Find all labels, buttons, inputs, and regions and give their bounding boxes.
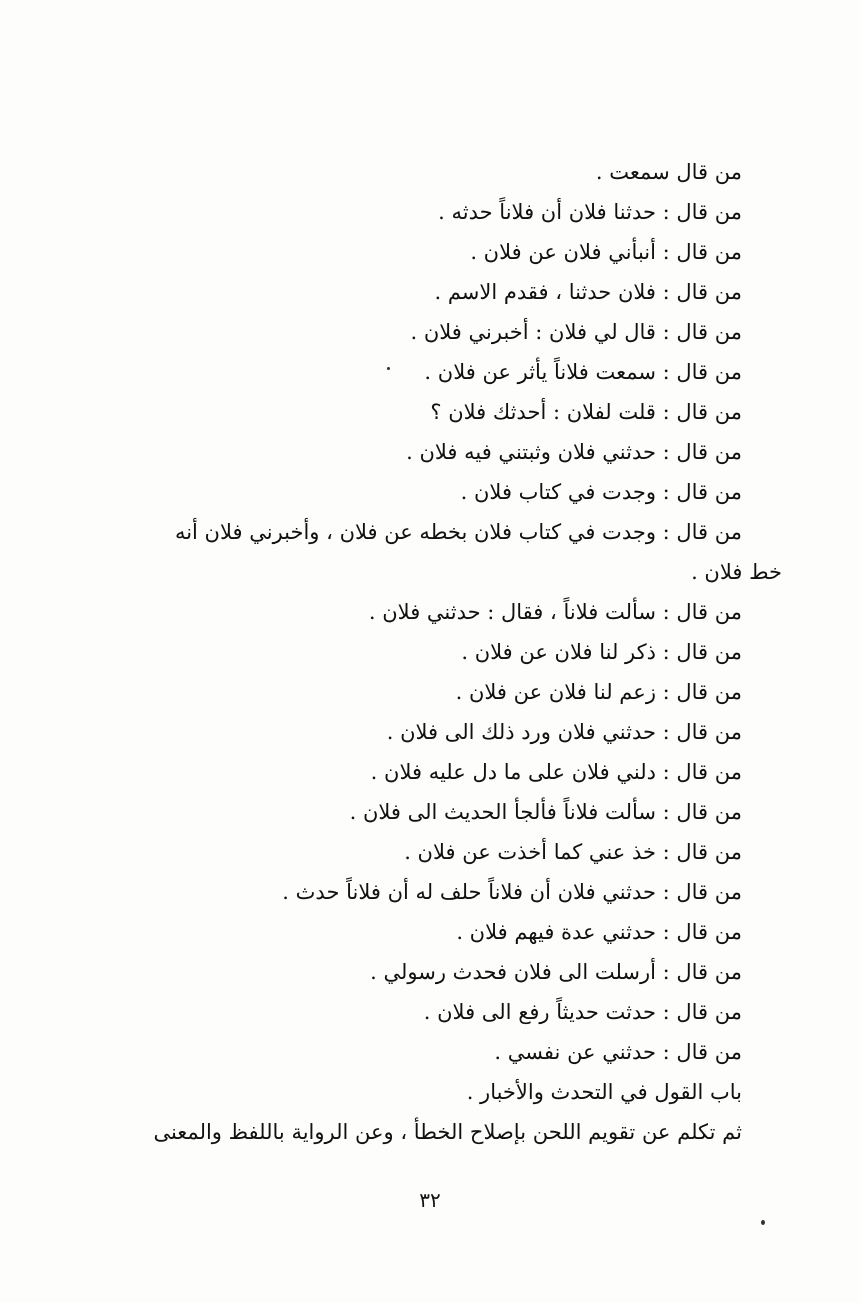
text-line: من قال : زعم لنا فلان عن فلان . [455, 680, 742, 704]
text-line: من قال : حدثت حديثاً رفع الى فلان . [423, 1000, 742, 1024]
text-line: من قال : حدثني فلان ورد ذلك الى فلان . [386, 720, 742, 744]
text-line: من قال : حدثني فلان أن فلاناً حلف له أن فلاناً حدث . [282, 880, 742, 904]
text-line: من قال : حدثنا فلان أن فلاناً حدثه . [438, 200, 742, 224]
text-line: من قال : فلان حدثنا ، فقدم الاسم . [434, 280, 742, 304]
body-text [102, 152, 782, 1152]
text-line: من قال : وجدت في كتاب فلان . [460, 480, 742, 504]
text-line-continuation: خط فلان . [691, 560, 782, 584]
text-line: من قال : حدثني عن نفسي . [494, 1040, 742, 1064]
ink-speck [387, 367, 390, 370]
text-line: من قال : قلت لفلان : أحدثك فلان ؟ [430, 400, 742, 424]
text-line: من قال : حدثني فلان وثبتني فيه فلان . [406, 440, 742, 464]
text-line: من قال : دلني فلان على ما دل عليه فلان . [370, 760, 742, 784]
text-line: من قال : أرسلت الى فلان فحدث رسولي . [370, 960, 742, 984]
section-heading: باب القول في التحدث والأخبار . [466, 1080, 742, 1104]
text-line: من قال : وجدت في كتاب فلان بخطه عن فلان ، وأخبرني فلان أنه [174, 520, 742, 544]
text-line: من قال : حدثني عدة فيهم فلان . [456, 920, 742, 944]
text-line: من قال : سألت فلاناً ، فقال : حدثني فلان . [368, 600, 742, 624]
page-number: ٣٢ [419, 1188, 441, 1212]
text-line: من قال : أنبأني فلان عن فلان . [470, 240, 742, 264]
text-line: من قال : قال لي فلان : أخبرني فلان . [410, 320, 742, 344]
ink-speck [761, 1220, 765, 1225]
text-line: من قال : ذكر لنا فلان عن فلان . [461, 640, 742, 664]
text-line: من قال : سألت فلاناً فألجأ الحديث الى فلان . [349, 800, 742, 824]
text-line: من قال سمعت . [595, 160, 742, 184]
text-line: من قال : سمعت فلاناً يأثر عن فلان . [424, 360, 742, 384]
text-line: من قال : خذ عني كما أخذت عن فلان . [404, 840, 742, 864]
text-line: ثم تكلم عن تقويم اللحن بإصلاح الخطأ ، وعن الرواية باللفظ والمعنى [153, 1120, 742, 1144]
